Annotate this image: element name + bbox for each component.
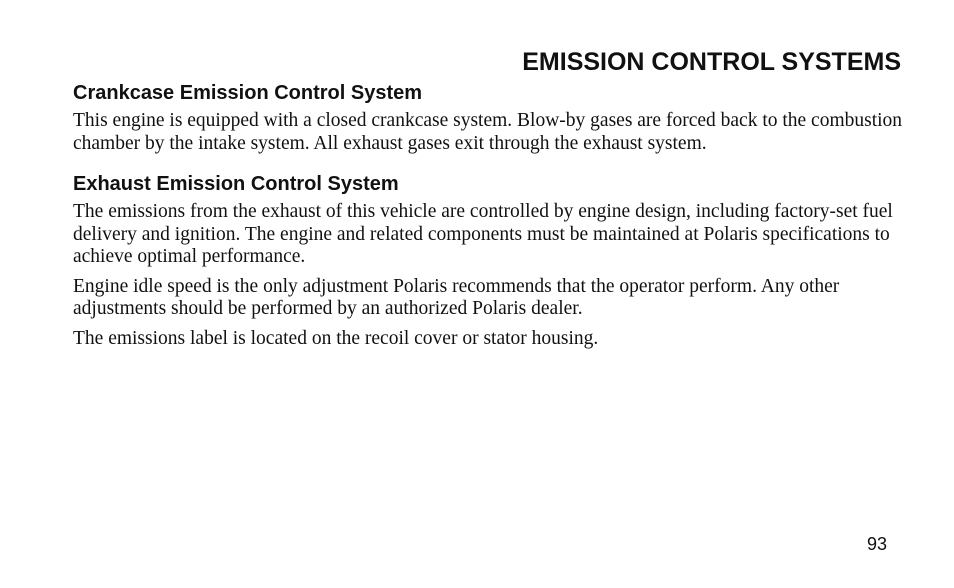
section-exhaust-emission: [73, 171, 903, 350]
document-body: [73, 80, 903, 350]
section-heading: Crankcase Emission Control System: [73, 82, 423, 104]
paragraph: The emissions from the exhaust of this vehicle are controlled by engine design, including factory-set fuel delivery and ignition. The engine and related components must be maintained at Polaris specifications to achieve optimal performance.: [73, 201, 893, 267]
paragraph: Engine idle speed is the only adjustment Polaris recommends that the operator perform. Any other adjustments should be performed by an authorized Polaris dealer.: [73, 275, 840, 319]
page-number: 93: [866, 534, 887, 554]
paragraph: This engine is equipped with a closed crankcase system. Blow-by gases are forced back to the combustion chamber by the intake system. All exhaust gases exit through the exhaust system.: [73, 110, 903, 154]
section-crankcase-emission: [73, 80, 903, 155]
section-heading: Exhaust Emission Control System: [73, 173, 399, 195]
page-title: EMISSION CONTROL SYSTEMS: [522, 48, 901, 76]
paragraph: The emissions label is located on the recoil cover or stator housing.: [73, 327, 599, 349]
